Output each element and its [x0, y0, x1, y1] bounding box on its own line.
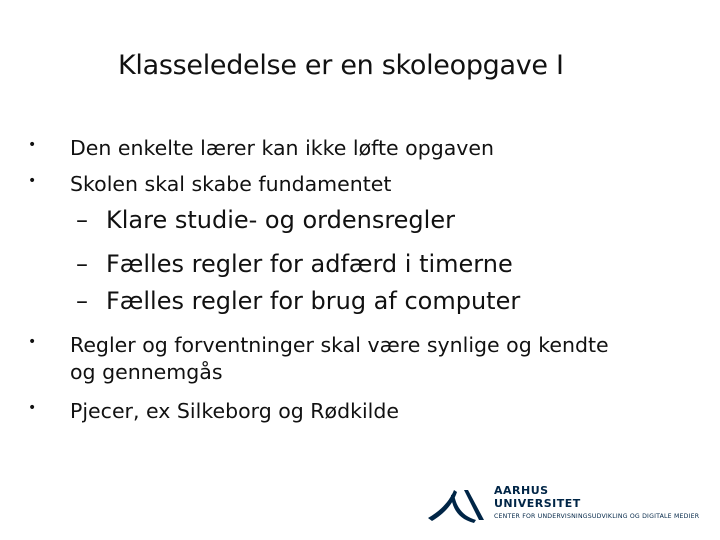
logo-line-3: CENTER FOR UNDERVISNINGSUDVIKLING OG DIGITALE MEDIER: [494, 513, 700, 520]
bullet-dot-icon: •: [28, 137, 37, 153]
bullet-dot-icon: •: [28, 400, 37, 416]
slide-title: Klasseledelse er en skoleopgave I: [118, 50, 564, 81]
sub-bullet-text: Fælles regler for adfærd i timerne: [106, 250, 513, 278]
sub-bullet-item: [76, 287, 521, 315]
sub-bullet-item: [76, 206, 455, 234]
aarhus-university-logo: [424, 482, 714, 532]
au-logo-icon: [424, 486, 488, 524]
dash-icon: –: [76, 287, 88, 315]
dash-icon: –: [76, 250, 88, 278]
bullet-text: Pjecer, ex Silkeborg og Rødkilde: [70, 399, 399, 423]
bullet-item: [28, 172, 392, 196]
bullet-item: [28, 136, 495, 160]
sub-bullet-text: Klare studie- og ordensregler: [106, 206, 455, 234]
bullet-text-continuation: og gennemgås: [70, 360, 223, 384]
sub-bullet-item: [76, 250, 513, 278]
bullet-dot-icon: •: [28, 173, 37, 189]
bullet-text: Regler og forventninger skal være synlige og kendte: [70, 333, 609, 357]
bullet-text: Den enkelte lærer kan ikke løfte opgaven: [70, 136, 495, 160]
bullet-text: Skolen skal skabe fundamentet: [70, 172, 392, 196]
logo-line-1: AARHUS: [494, 484, 549, 497]
dash-icon: –: [76, 206, 88, 234]
bullet-dot-icon: •: [28, 334, 37, 350]
logo-line-2: UNIVERSITET: [494, 497, 581, 510]
sub-bullet-text: Fælles regler for brug af computer: [106, 287, 521, 315]
bullet-item: [28, 333, 609, 357]
bullet-item: [28, 399, 399, 423]
